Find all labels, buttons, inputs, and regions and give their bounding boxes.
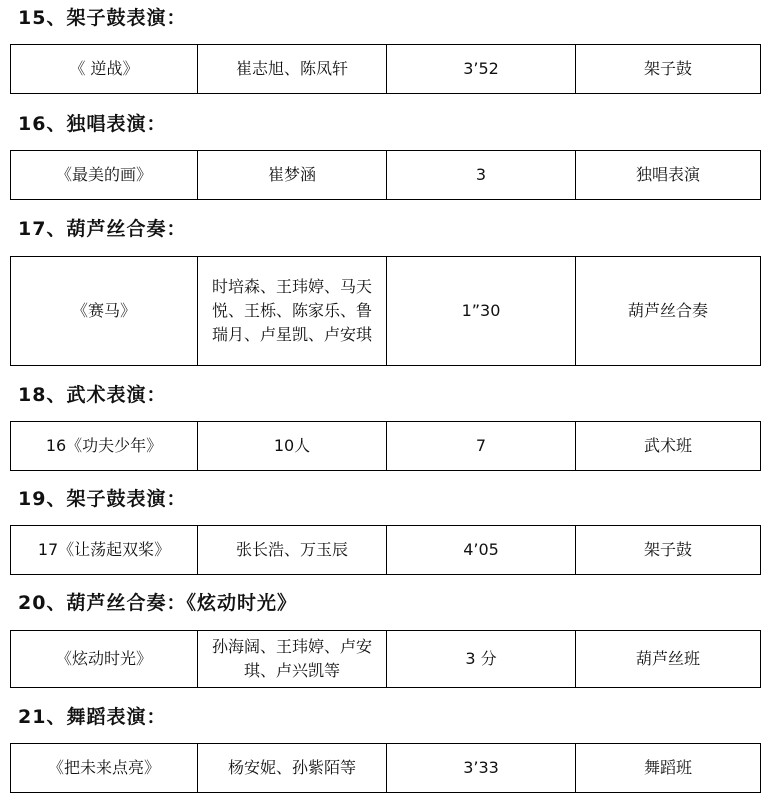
performers-cell: 孙海阔、王玮婷、卢安琪、卢兴凯等 (198, 631, 387, 688)
program-table-19 (10, 525, 761, 575)
program-title-cell: 《 逆战》 (11, 45, 198, 94)
duration-cell: 3 分 (387, 631, 576, 688)
duration-cell: 3 (387, 151, 576, 200)
program-title-cell: 《把未来点亮》 (11, 744, 198, 793)
duration-cell: 3’33 (387, 744, 576, 793)
section-heading-18: 18、武术表演： (18, 384, 167, 406)
group-cell: 武术班 (576, 422, 761, 471)
group-cell: 独唱表演 (576, 151, 761, 200)
table-row (11, 422, 761, 471)
performers-cell: 崔志旭、陈凤轩 (198, 45, 387, 94)
program-table-15 (10, 44, 761, 94)
program-table-20 (10, 630, 761, 688)
duration-cell: 4’05 (387, 526, 576, 575)
table-row (11, 744, 761, 793)
section-heading-16: 16、独唱表演： (18, 113, 167, 135)
table-row (11, 257, 761, 366)
table-row (11, 151, 761, 200)
section-heading-17: 17、葫芦丝合奏： (18, 218, 187, 240)
performers-cell: 10人 (198, 422, 387, 471)
group-cell: 葫芦丝班 (576, 631, 761, 688)
table-row (11, 45, 761, 94)
program-title-cell: 《赛马》 (11, 257, 198, 366)
group-cell: 葫芦丝合奏 (576, 257, 761, 366)
section-heading-19: 19、架子鼓表演： (18, 488, 187, 510)
program-table-17 (10, 256, 761, 366)
section-heading-15: 15、架子鼓表演： (18, 7, 187, 29)
program-table-16 (10, 150, 761, 200)
section-heading-20: 20、葫芦丝合奏：《炫动时光》 (18, 592, 297, 614)
group-cell: 架子鼓 (576, 526, 761, 575)
group-cell: 舞蹈班 (576, 744, 761, 793)
duration-cell: 3’52 (387, 45, 576, 94)
section-heading-21: 21、舞蹈表演： (18, 706, 167, 728)
table-row (11, 631, 761, 688)
program-table-21 (10, 743, 761, 793)
group-cell: 架子鼓 (576, 45, 761, 94)
program-title-cell: 17《让荡起双桨》 (11, 526, 198, 575)
duration-cell: 1”30 (387, 257, 576, 366)
performers-cell: 时培森、王玮婷、马天悦、王栎、陈家乐、鲁瑞月、卢星凯、卢安琪 (198, 257, 387, 366)
performers-cell: 崔梦涵 (198, 151, 387, 200)
program-title-cell: 《最美的画》 (11, 151, 198, 200)
duration-cell: 7 (387, 422, 576, 471)
performers-cell: 杨安妮、孙紫陌等 (198, 744, 387, 793)
program-title-cell: 《炫动时光》 (11, 631, 198, 688)
table-row (11, 526, 761, 575)
performers-cell: 张长浩、万玉辰 (198, 526, 387, 575)
program-title-cell: 16《功夫少年》 (11, 422, 198, 471)
program-table-18 (10, 421, 761, 471)
